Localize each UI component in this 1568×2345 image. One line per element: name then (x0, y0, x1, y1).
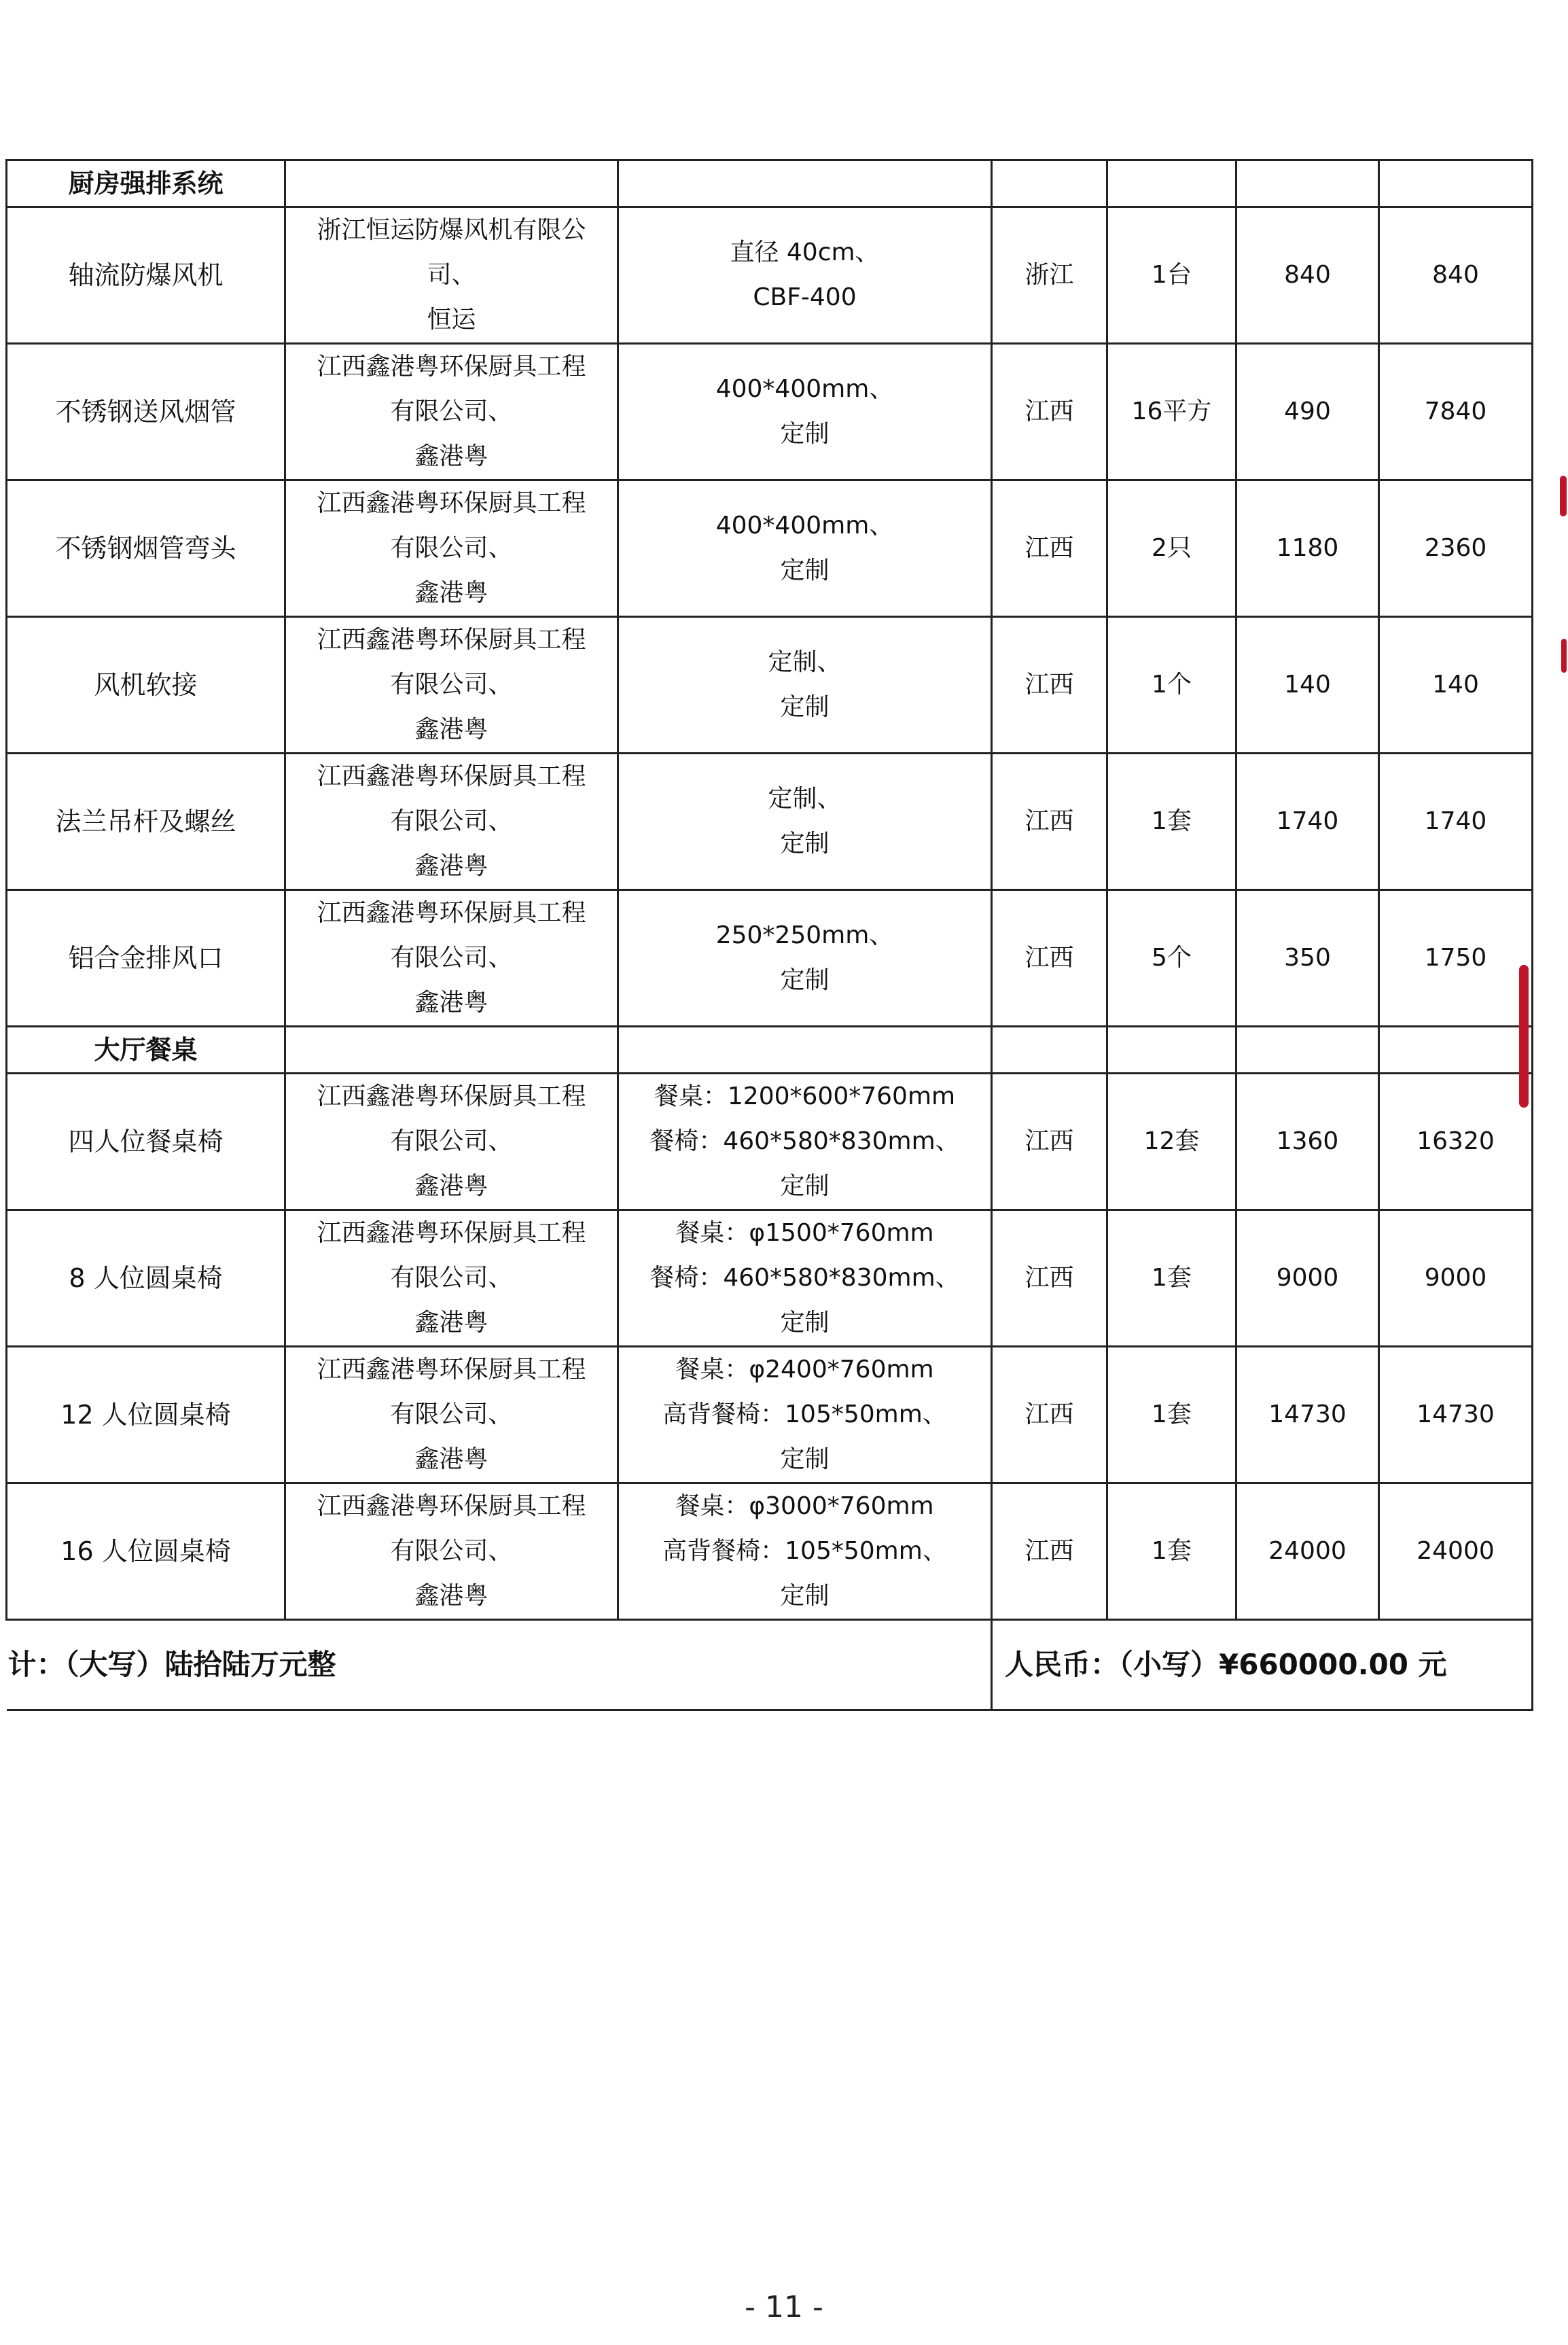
item-origin: 江西 (992, 344, 1107, 480)
item-spec (618, 1074, 992, 1210)
item-unit-price: 24000 (1236, 1483, 1379, 1620)
item-spec-line: 餐椅：460*580*830mm、 (649, 1127, 960, 1155)
item-quantity: 1套 (1107, 1210, 1236, 1347)
item-origin: 江西 (992, 1210, 1107, 1347)
item-supplier-line: 江西鑫港粤环保厨具工程 (317, 1219, 586, 1247)
quote-table-body (7, 160, 1533, 1710)
stamp-mark (1560, 476, 1567, 516)
item-name: 12 人位圆桌椅 (7, 1347, 285, 1483)
item-supplier-line: 有限公司、 (390, 1264, 513, 1292)
stamp-mark (1561, 639, 1567, 673)
item-total: 16320 (1379, 1074, 1533, 1210)
item-spec (618, 1347, 992, 1483)
table-row (7, 890, 1533, 1027)
item-name: 铝合金排风口 (7, 890, 285, 1027)
item-supplier-line: 江西鑫港粤环保厨具工程 (317, 353, 586, 381)
item-quantity: 5个 (1107, 890, 1236, 1027)
item-supplier-line: 鑫港粤 (414, 579, 488, 607)
table-row (7, 1483, 1533, 1620)
section-row (7, 1027, 1533, 1074)
item-total: 1750 (1379, 890, 1533, 1027)
item-origin: 江西 (992, 890, 1107, 1027)
section-label: 大厅餐桌 (7, 1027, 285, 1074)
total-row (7, 1620, 1533, 1710)
total-uppercase: 计：（大写）陆拾陆万元整 (7, 1620, 992, 1710)
empty-cell (1379, 1027, 1533, 1074)
empty-cell (1107, 1027, 1236, 1074)
item-spec-line: 定制、 (768, 648, 842, 676)
item-total: 7840 (1379, 344, 1533, 480)
item-total: 140 (1379, 617, 1533, 754)
item-spec (618, 1483, 992, 1620)
item-spec-line: 高背餐椅：105*50mm、 (662, 1537, 947, 1565)
item-origin: 浙江 (992, 207, 1107, 344)
item-spec-line: 定制 (780, 1582, 830, 1610)
table-row (7, 480, 1533, 617)
item-spec-line: 餐椅：460*580*830mm、 (649, 1264, 960, 1292)
table-row (7, 1347, 1533, 1483)
item-supplier-line: 浙江恒运防爆风机有限公 (317, 216, 586, 244)
item-name: 轴流防爆风机 (7, 207, 285, 344)
item-spec-line: 餐桌：φ3000*760mm (675, 1492, 934, 1520)
item-unit-price: 840 (1236, 207, 1379, 344)
item-supplier (285, 1483, 618, 1620)
item-supplier (285, 1347, 618, 1483)
item-name: 16 人位圆桌椅 (7, 1483, 285, 1620)
item-supplier-line: 有限公司、 (390, 534, 513, 562)
item-spec-line: 400*400mm、 (715, 512, 894, 540)
item-unit-price: 9000 (1236, 1210, 1379, 1347)
item-origin: 江西 (992, 1347, 1107, 1483)
empty-cell (1236, 160, 1379, 207)
empty-cell (1379, 160, 1533, 207)
item-spec-line: 250*250mm、 (715, 921, 894, 949)
empty-cell (992, 1027, 1107, 1074)
item-quantity: 12套 (1107, 1074, 1236, 1210)
item-spec (618, 344, 992, 480)
item-spec-line: 定制 (780, 966, 830, 994)
item-supplier (285, 1074, 618, 1210)
item-spec-line: CBF-400 (753, 283, 857, 311)
item-unit-price: 14730 (1236, 1347, 1379, 1483)
empty-cell (618, 160, 992, 207)
item-spec (618, 480, 992, 617)
item-supplier-line: 有限公司、 (390, 1127, 513, 1155)
item-spec-line: 定制、 (768, 785, 842, 813)
item-spec (618, 617, 992, 754)
quote-table (5, 159, 1533, 1711)
item-spec (618, 754, 992, 890)
item-quantity: 1台 (1107, 207, 1236, 344)
empty-cell (285, 160, 618, 207)
item-quantity: 1套 (1107, 1347, 1236, 1483)
item-quantity: 1个 (1107, 617, 1236, 754)
item-total: 14730 (1379, 1347, 1533, 1483)
item-quantity: 1套 (1107, 754, 1236, 890)
item-supplier (285, 617, 618, 754)
item-supplier-line: 鑫港粤 (414, 716, 488, 743)
item-spec-line: 400*400mm、 (715, 375, 894, 403)
item-total: 24000 (1379, 1483, 1533, 1620)
item-supplier-line: 鑫港粤 (414, 1309, 488, 1337)
total-lowercase: 人民币：（小写）¥660000.00 元 (992, 1620, 1533, 1710)
item-supplier-line: 有限公司、 (390, 807, 513, 835)
section-label: 厨房强排系统 (7, 160, 285, 207)
table-row (7, 617, 1533, 754)
item-total: 9000 (1379, 1210, 1533, 1347)
item-name: 法兰吊杆及螺丝 (7, 754, 285, 890)
item-spec-line: 定制 (780, 420, 830, 448)
item-supplier-line: 江西鑫港粤环保厨具工程 (317, 1082, 586, 1110)
empty-cell (992, 160, 1107, 207)
item-supplier-line: 江西鑫港粤环保厨具工程 (317, 489, 586, 517)
item-origin: 江西 (992, 1074, 1107, 1210)
item-total: 2360 (1379, 480, 1533, 617)
item-supplier (285, 344, 618, 480)
empty-cell (1236, 1027, 1379, 1074)
empty-cell (1107, 160, 1236, 207)
table-row (7, 754, 1533, 890)
item-quantity: 16平方 (1107, 344, 1236, 480)
item-name: 不锈钢烟管弯头 (7, 480, 285, 617)
item-name: 不锈钢送风烟管 (7, 344, 285, 480)
item-unit-price: 1180 (1236, 480, 1379, 617)
item-supplier-line: 有限公司、 (390, 398, 513, 425)
item-quantity: 2只 (1107, 480, 1236, 617)
item-spec (618, 1210, 992, 1347)
item-spec-line: 餐桌：φ1500*760mm (675, 1219, 934, 1247)
item-supplier-line: 鑫港粤 (414, 989, 488, 1017)
item-supplier-line: 江西鑫港粤环保厨具工程 (317, 762, 586, 790)
table-row (7, 344, 1533, 480)
item-spec (618, 207, 992, 344)
item-supplier-line: 有限公司、 (390, 944, 513, 972)
item-supplier-line: 鑫港粤 (414, 1445, 488, 1473)
item-supplier (285, 754, 618, 890)
item-supplier-line: 鑫港粤 (414, 852, 488, 880)
item-spec-line: 定制 (780, 1309, 830, 1337)
item-spec-line: 定制 (780, 1172, 830, 1200)
table-row (7, 1210, 1533, 1347)
item-origin: 江西 (992, 1483, 1107, 1620)
item-unit-price: 1740 (1236, 754, 1379, 890)
item-spec-line: 定制 (780, 1445, 830, 1473)
item-supplier-line: 有限公司、 (390, 1537, 513, 1565)
section-row (7, 160, 1533, 207)
item-total: 840 (1379, 207, 1533, 344)
stamp-mark (1519, 965, 1529, 1108)
item-name: 风机软接 (7, 617, 285, 754)
item-unit-price: 490 (1236, 344, 1379, 480)
item-origin: 江西 (992, 480, 1107, 617)
item-origin: 江西 (992, 617, 1107, 754)
item-supplier-line: 鑫港粤 (414, 1172, 488, 1200)
item-supplier (285, 890, 618, 1027)
item-spec-line: 定制 (780, 830, 830, 858)
item-spec-line: 餐桌：φ2400*760mm (675, 1356, 934, 1383)
item-quantity: 1套 (1107, 1483, 1236, 1620)
item-supplier-line: 鑫港粤 (414, 442, 488, 470)
item-spec-line: 直径 40cm、 (730, 239, 880, 266)
item-supplier (285, 480, 618, 617)
item-spec-line: 餐桌：1200*600*760mm (654, 1082, 956, 1110)
item-name: 8 人位圆桌椅 (7, 1210, 285, 1347)
item-supplier-line: 江西鑫港粤环保厨具工程 (317, 1492, 586, 1520)
table-row (7, 207, 1533, 344)
item-supplier (285, 207, 618, 344)
item-total: 1740 (1379, 754, 1533, 890)
item-supplier-line: 恒运 (427, 306, 476, 334)
item-unit-price: 140 (1236, 617, 1379, 754)
item-origin: 江西 (992, 754, 1107, 890)
page-number: - 11 - (745, 2290, 823, 2325)
item-supplier-line: 江西鑫港粤环保厨具工程 (317, 1356, 586, 1383)
item-supplier-line: 鑫港粤 (414, 1582, 488, 1610)
item-supplier (285, 1210, 618, 1347)
item-supplier-line: 江西鑫港粤环保厨具工程 (317, 899, 586, 927)
item-spec-line: 定制 (780, 557, 830, 584)
item-spec (618, 890, 992, 1027)
empty-cell (285, 1027, 618, 1074)
item-unit-price: 350 (1236, 890, 1379, 1027)
item-spec-line: 高背餐椅：105*50mm、 (662, 1400, 947, 1428)
empty-cell (618, 1027, 992, 1074)
item-unit-price: 1360 (1236, 1074, 1379, 1210)
item-supplier-line: 有限公司、 (390, 671, 513, 699)
item-supplier-line: 有限公司、 (390, 1400, 513, 1428)
item-supplier-line: 江西鑫港粤环保厨具工程 (317, 626, 586, 654)
item-supplier-line: 司、 (427, 261, 476, 289)
item-spec-line: 定制 (780, 693, 830, 721)
table-row (7, 1074, 1533, 1210)
item-name: 四人位餐桌椅 (7, 1074, 285, 1210)
